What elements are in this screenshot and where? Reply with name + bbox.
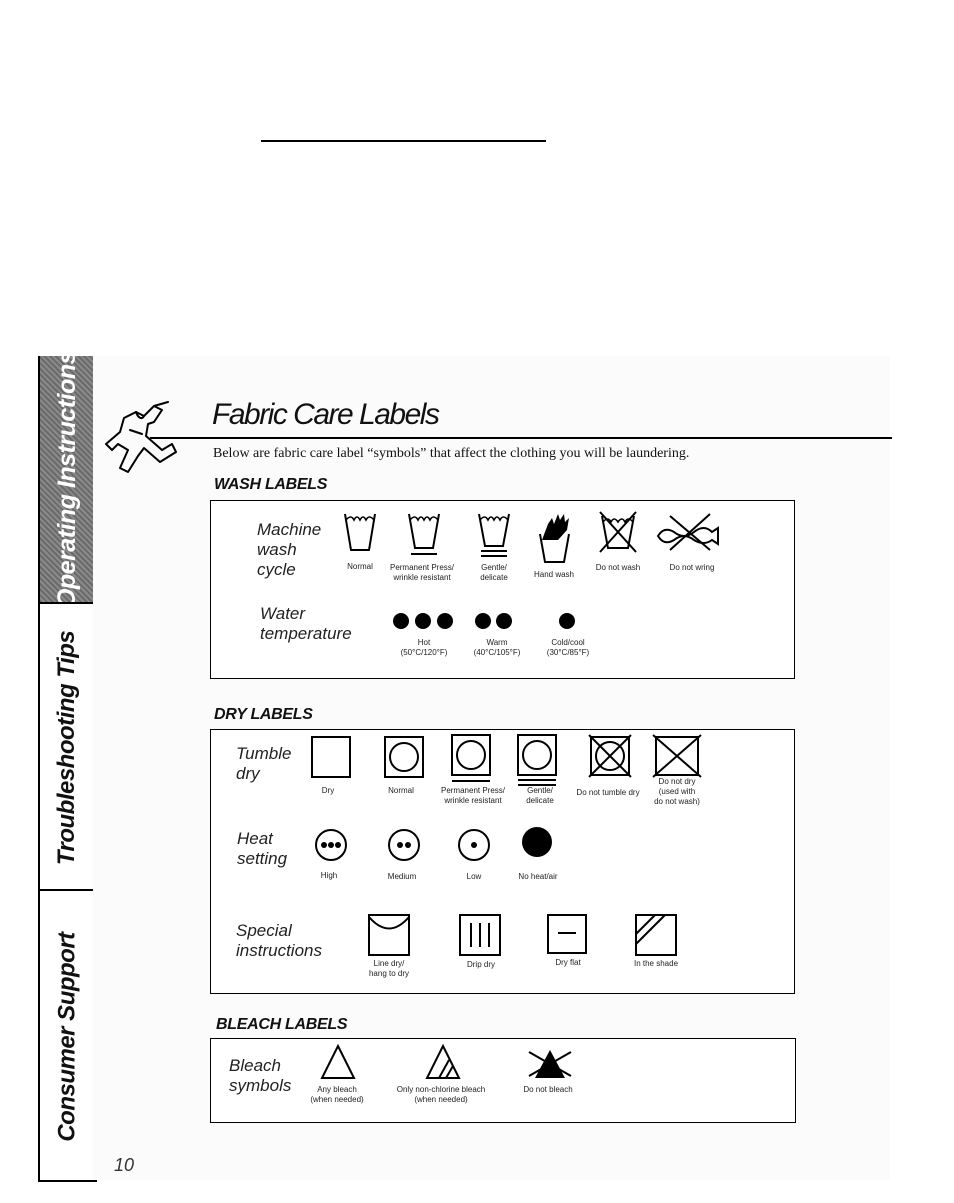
laundry-figure-icon — [102, 396, 182, 476]
bleach-triangle-icon — [320, 1044, 356, 1080]
non-chlorine-bleach-icon — [425, 1044, 461, 1080]
special-caption: Drip dry — [466, 960, 496, 969]
tab-label: Troubleshooting Tips — [53, 630, 81, 865]
tumble-caption: Do not tumble dry — [576, 788, 640, 797]
tumble-caption: Normal — [388, 786, 414, 795]
tab-consumer-support[interactable] — [40, 889, 95, 1182]
wring-icon — [656, 510, 720, 554]
dry-labels-heading: DRY LABELS — [214, 706, 313, 723]
water-caption: Warm (40°C/105°F) — [473, 638, 521, 657]
wash-caption: Hand wash — [533, 570, 575, 579]
wash-labels-heading: WASH LABELS — [214, 476, 328, 493]
bleach-caption: Any bleach (when needed) — [310, 1085, 364, 1104]
machine-wash-label: Machine wash cycle — [257, 520, 322, 579]
special-caption: Line dry/ hang to dry — [368, 959, 410, 978]
heat-low-icon — [457, 828, 491, 862]
heat-caption: Low — [466, 872, 482, 881]
heat-setting-label: Heat setting — [237, 829, 288, 868]
bleach-labels-box — [210, 1038, 796, 1123]
tumble-caption: Permanent Press/ wrinkle resistant — [440, 786, 506, 805]
special-instructions-label: Special instructions — [236, 921, 322, 960]
wash-caption: Gentle/ delicate — [480, 563, 508, 582]
bleach-caption: Do not bleach — [523, 1085, 573, 1094]
do-not-tumble-dry-icon — [588, 734, 632, 778]
do-not-dry-icon — [652, 734, 702, 778]
washtub-icon — [343, 510, 377, 556]
title-rule — [150, 437, 892, 439]
top-rule — [261, 140, 546, 142]
special-caption: Dry flat — [555, 958, 581, 967]
water-caption: Cold/cool (30°C/85°F) — [546, 638, 590, 657]
do-not-bleach-icon — [527, 1046, 573, 1082]
page-title: Fabric Care Labels — [212, 398, 439, 431]
wash-caption: Do not wring — [669, 563, 715, 572]
tumble-caption: Do not dry (used with do not wash) — [654, 777, 700, 806]
dry-flat-icon — [547, 914, 587, 954]
washtub-icon — [477, 510, 511, 560]
heat-caption: Medium — [387, 872, 417, 881]
wash-caption: Do not wash — [595, 563, 641, 572]
drip-dry-icon — [459, 914, 501, 956]
tumble-caption: Gentle/ delicate — [526, 786, 554, 805]
washtub-icon — [407, 510, 441, 560]
water-temperature-label: Water temperature — [260, 604, 352, 643]
special-caption: In the shade — [633, 959, 679, 968]
do-not-wash-icon — [598, 510, 638, 554]
bleach-caption: Only non-chlorine bleach (when needed) — [396, 1085, 486, 1104]
heat-high-icon — [314, 828, 348, 862]
sidebar — [38, 350, 97, 1182]
heat-caption: No heat/air — [518, 872, 558, 881]
line-dry-icon — [368, 914, 410, 956]
water-caption: Hot (50°C/120°F) — [400, 638, 448, 657]
dot-icon — [473, 611, 517, 631]
page-number: 10 — [114, 1155, 135, 1175]
bleach-symbols-label: Bleach symbols — [229, 1056, 292, 1095]
dot-icon — [392, 611, 456, 631]
tab-troubleshooting-tips[interactable] — [40, 602, 95, 891]
heat-medium-icon — [387, 828, 421, 862]
wash-caption: Permanent Press/ wrinkle resistant — [389, 563, 455, 582]
bleach-labels-heading: BLEACH LABELS — [216, 1016, 348, 1033]
tab-label: Operating Instructions — [53, 350, 81, 608]
tumble-caption: Dry — [321, 786, 335, 795]
dryer-icon — [451, 734, 491, 786]
dryer-icon — [384, 736, 424, 778]
intro-text: Below are fabric care label “symbols” that affect the clothing you will be laundering. — [213, 446, 690, 461]
tab-label: Consumer Support — [53, 931, 81, 1142]
in-the-shade-icon — [635, 914, 677, 956]
tab-operating-instructions[interactable] — [40, 350, 95, 608]
heat-caption: High — [320, 871, 338, 880]
dryer-icon — [517, 734, 557, 790]
no-heat-icon — [521, 826, 553, 858]
hand-wash-icon — [536, 510, 572, 566]
dryer-icon — [311, 736, 351, 778]
dot-icon — [557, 611, 577, 631]
tumble-dry-label: Tumble dry — [236, 744, 292, 783]
wash-caption: Normal — [347, 562, 373, 571]
